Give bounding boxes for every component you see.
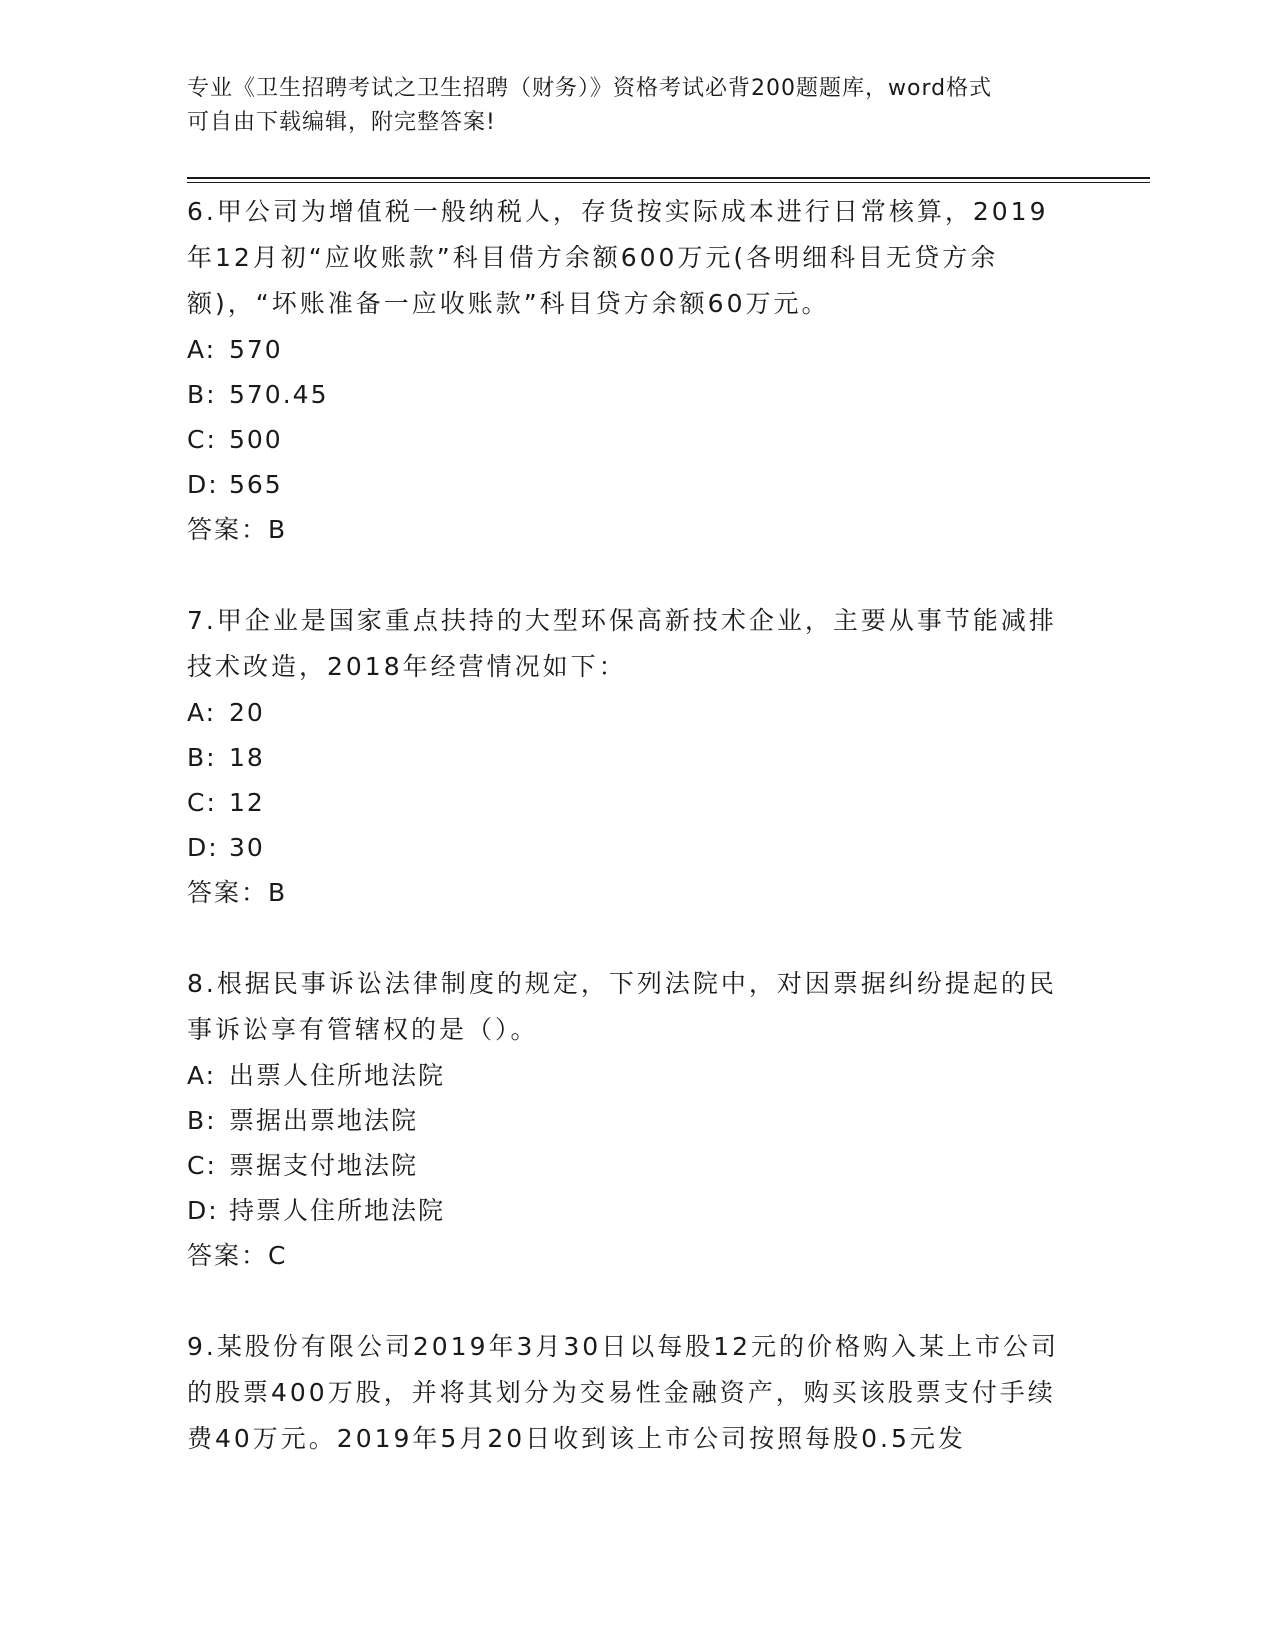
option-key: C: <box>187 788 217 817</box>
option-value: 570 <box>229 335 283 364</box>
option-value: 565 <box>229 470 283 499</box>
option-key: B: <box>187 380 217 409</box>
question-8 <box>187 961 1067 1278</box>
header-divider-thick <box>187 177 1150 179</box>
question-text: 6.甲公司为增值税一般纳税人，存货按实际成本进行日常核算，2019年12月初“应收账款”科目借方余额600万元(各明细科目无贷方余额)，“坏账准备一应收账款”科目贷方余额60万元。 <box>187 197 1049 318</box>
option-a <box>187 690 1067 735</box>
question-list <box>187 189 1067 1508</box>
question-9 <box>187 1324 1067 1462</box>
question-7 <box>187 598 1067 915</box>
option-value: 票据支付地法院 <box>229 1151 419 1180</box>
option-value: 20 <box>229 698 265 727</box>
header-divider-thin <box>187 182 1150 183</box>
header-line-2: 可自由下载编辑，附完整答案! <box>187 110 496 135</box>
answer: 答案：B <box>187 515 288 544</box>
option-value: 570.45 <box>229 380 329 409</box>
option-key: C: <box>187 1151 217 1180</box>
option-key: D: <box>187 833 219 862</box>
answer: 答案：C <box>187 1241 288 1270</box>
option-b <box>187 1098 1067 1143</box>
option-a <box>187 1053 1067 1098</box>
option-key: B: <box>187 1106 217 1135</box>
option-value: 500 <box>229 425 283 454</box>
option-c <box>187 417 1067 462</box>
option-key: C: <box>187 425 217 454</box>
option-key: B: <box>187 743 217 772</box>
option-d <box>187 1188 1067 1233</box>
option-value: 持票人住所地法院 <box>229 1196 446 1225</box>
answer: 答案：B <box>187 878 288 907</box>
option-key: A: <box>187 335 217 364</box>
option-a <box>187 327 1067 372</box>
option-value: 票据出票地法院 <box>229 1106 419 1135</box>
option-value: 12 <box>229 788 265 817</box>
document-header <box>187 72 1067 140</box>
option-value: 18 <box>229 743 265 772</box>
question-text: 7.甲企业是国家重点扶持的大型环保高新技术企业，主要从事节能减排技术改造，2018年经营情况如下： <box>187 606 1057 681</box>
question-6 <box>187 189 1067 552</box>
option-key: D: <box>187 470 219 499</box>
option-key: D: <box>187 1196 219 1225</box>
option-b <box>187 372 1067 417</box>
option-d <box>187 462 1067 507</box>
option-key: A: <box>187 1061 217 1090</box>
option-c <box>187 780 1067 825</box>
option-b <box>187 735 1067 780</box>
question-text: 8.根据民事诉讼法律制度的规定，下列法院中，对因票据纠纷提起的民事诉讼享有管辖权的是（）。 <box>187 969 1057 1044</box>
question-text: 9.某股份有限公司2019年3月30日以每股12元的价格购入某上市公司的股票400万股，并将其划分为交易性金融资产，购买该股票支付手续费40万元。2019年5月20日收到该上市公司按照每股0.5元发 <box>187 1332 1060 1453</box>
header-line-1: 专业《卫生招聘考试之卫生招聘（财务）》资格考试必背200题题库，word格式 <box>187 76 993 101</box>
option-value: 30 <box>229 833 265 862</box>
option-value: 出票人住所地法院 <box>229 1061 446 1090</box>
option-key: A: <box>187 698 217 727</box>
option-d <box>187 825 1067 870</box>
option-c <box>187 1143 1067 1188</box>
